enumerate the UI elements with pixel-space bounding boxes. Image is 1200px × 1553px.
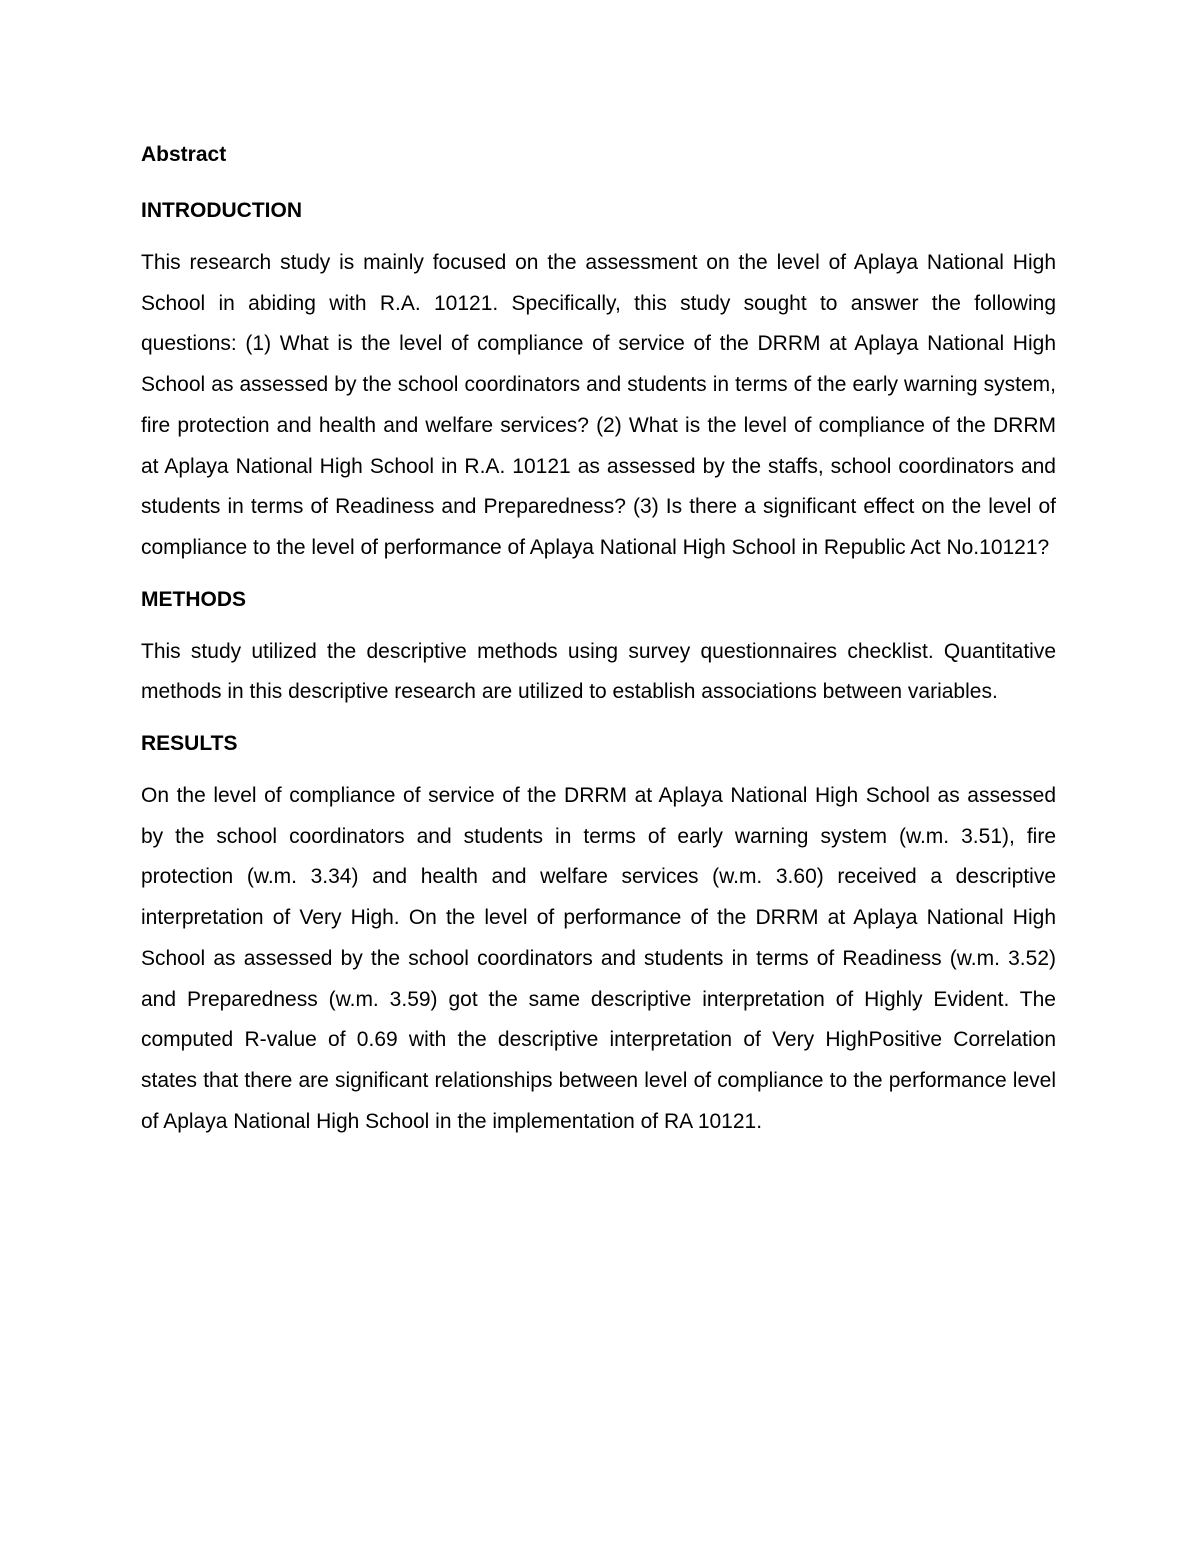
results-heading: RESULTS [141, 732, 238, 756]
results-paragraph: On the level of compliance of service of the DRRM at Aplaya National High School as assessed by the school coordinators and students in terms of early warning system (w.m. 3.51), fire protection (w.m. 3.34) and health and welfare services (w.m. 3.60) received a descriptive interpretation of Very High. On the level of performance of the DRRM at Aplaya National High School as assessed by the school coordinators and students in terms of Readiness (w.m. 3.52) and Preparedness (w.m. 3.59) got the same descriptive interpretation of Highly Evident. The computed R-value of 0.69 with the descriptive interpretation of Very HighPositive Correlation states that there are significant relationships between level of compliance to the performance level of Aplaya National High School in the implementation of RA 10121. [141, 784, 1056, 1133]
methods-paragraph: This study utilized the descriptive methods using survey questionnaires checklist. Quantitative methods in this descriptive research are utilized to establish associations between variables. [141, 639, 1056, 704]
abstract-title: Abstract [141, 143, 227, 166]
introduction-paragraph: This research study is mainly focused on the assessment on the level of Aplaya National High School in abiding with R.A. 10121. Specifically, this study sought to answer the following questions: (1) What is the level of compliance of service of the DRRM at Aplaya National High School as assessed by the school coordinators and students in terms of the early warning system, fire protection and health and welfare services? (2) What is the level of compliance of the DRRM at Aplaya National High School in R.A. 10121 as assessed by the staffs, school coordinators and students in terms of Readiness and Preparedness? (3) Is there a significant effect on the level of compliance to the level of performance of Aplaya National High School in Republic Act No.10121? [141, 251, 1056, 559]
methods-heading: METHODS [141, 587, 246, 611]
introduction-heading: INTRODUCTION [141, 199, 302, 222]
document-body [141, 138, 1056, 1142]
